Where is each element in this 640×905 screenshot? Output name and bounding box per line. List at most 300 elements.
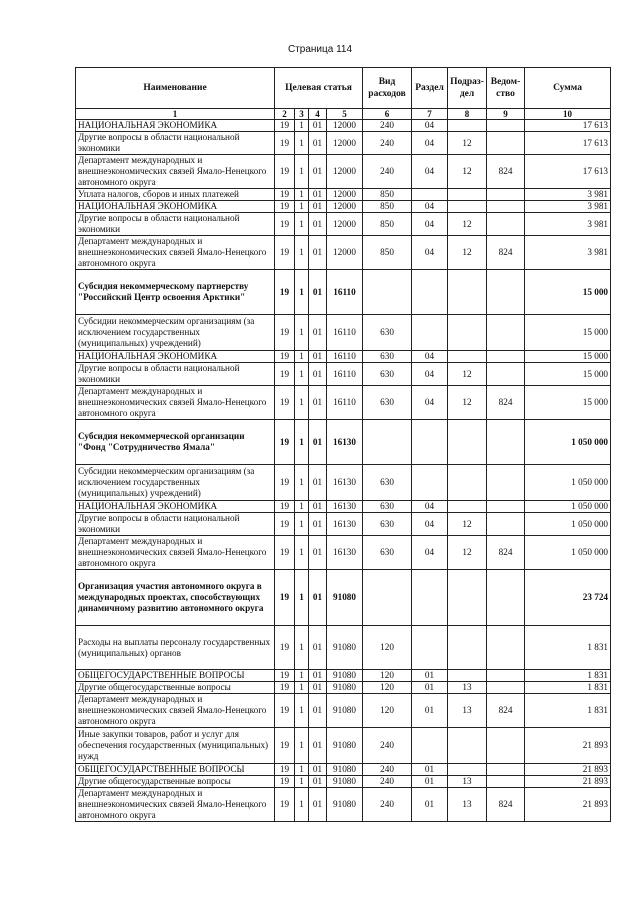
subsection-cell: 12 xyxy=(448,363,487,386)
table-row xyxy=(76,420,611,465)
section-cell xyxy=(412,626,448,670)
sum-cell: 15 000 xyxy=(525,351,611,363)
target-code-3: 01 xyxy=(309,513,327,536)
target-code-2: 1 xyxy=(295,120,309,132)
target-code-1: 19 xyxy=(275,776,295,788)
target-code-4: 12000 xyxy=(327,213,363,236)
target-code-2: 1 xyxy=(295,386,309,420)
expense-type-cell: 120 xyxy=(363,694,412,728)
expense-type-cell xyxy=(363,420,412,465)
table-row xyxy=(76,788,611,822)
target-code-1: 19 xyxy=(275,570,295,626)
row-name: Субсидии некоммерческим организациям (за исключением государственных (муниципальных) учреждений) xyxy=(76,465,275,501)
section-cell: 04 xyxy=(412,386,448,420)
target-code-3: 01 xyxy=(309,788,327,822)
expense-type-cell: 630 xyxy=(363,363,412,386)
department-cell xyxy=(487,132,525,155)
table-row xyxy=(76,201,611,213)
target-code-1: 19 xyxy=(275,363,295,386)
sum-cell: 21 893 xyxy=(525,776,611,788)
column-number: 9 xyxy=(487,109,525,120)
sum-cell: 1 050 000 xyxy=(525,465,611,501)
subsection-cell: 13 xyxy=(448,682,487,694)
page-number-label: Страница 114 xyxy=(287,44,353,55)
expense-type-cell: 120 xyxy=(363,670,412,682)
sum-cell: 17 613 xyxy=(525,155,611,189)
target-code-3: 01 xyxy=(309,363,327,386)
target-code-2: 1 xyxy=(295,189,309,201)
target-code-1: 19 xyxy=(275,236,295,270)
target-code-4: 12000 xyxy=(327,132,363,155)
department-cell: 824 xyxy=(487,155,525,189)
row-name: Другие вопросы в области национальной экономики xyxy=(76,513,275,536)
row-name: Департамент международных и внешнеэкономических связей Ямало-Ненецкого автономного округа xyxy=(76,536,275,570)
column-number: 10 xyxy=(525,109,611,120)
expense-type-cell: 120 xyxy=(363,626,412,670)
department-cell xyxy=(487,465,525,501)
row-name: Другие вопросы в области национальной экономики xyxy=(76,213,275,236)
target-code-1: 19 xyxy=(275,120,295,132)
target-code-2: 1 xyxy=(295,315,309,351)
target-code-4: 91080 xyxy=(327,570,363,626)
sum-cell: 15 000 xyxy=(525,363,611,386)
column-number-row xyxy=(76,109,611,120)
subsection-cell xyxy=(448,670,487,682)
department-cell xyxy=(487,363,525,386)
row-name: НАЦИОНАЛЬНАЯ ЭКОНОМИКА xyxy=(76,351,275,363)
column-number: 1 xyxy=(76,109,275,120)
sum-cell: 1 050 000 xyxy=(525,536,611,570)
table-row xyxy=(76,363,611,386)
sum-cell: 1 050 000 xyxy=(525,513,611,536)
target-code-1: 19 xyxy=(275,189,295,201)
table-row xyxy=(76,670,611,682)
target-code-3: 01 xyxy=(309,189,327,201)
header-sum: Сумма xyxy=(525,68,611,109)
section-cell xyxy=(412,465,448,501)
target-code-4: 16130 xyxy=(327,501,363,513)
section-cell: 04 xyxy=(412,132,448,155)
target-code-3: 01 xyxy=(309,420,327,465)
table-row xyxy=(76,189,611,201)
target-code-3: 01 xyxy=(309,570,327,626)
target-code-1: 19 xyxy=(275,351,295,363)
section-cell: 01 xyxy=(412,694,448,728)
header-row xyxy=(76,68,611,109)
subsection-cell: 12 xyxy=(448,536,487,570)
department-cell xyxy=(487,728,525,764)
table-row xyxy=(76,501,611,513)
target-code-3: 01 xyxy=(309,315,327,351)
target-code-1: 19 xyxy=(275,201,295,213)
row-name: ОБЩЕГОСУДАРСТВЕННЫЕ ВОПРОСЫ xyxy=(76,670,275,682)
target-code-2: 1 xyxy=(295,201,309,213)
target-code-1: 19 xyxy=(275,694,295,728)
sum-cell: 3 981 xyxy=(525,236,611,270)
target-code-2: 1 xyxy=(295,788,309,822)
sum-cell: 1 831 xyxy=(525,694,611,728)
target-code-2: 1 xyxy=(295,351,309,363)
table-row xyxy=(76,536,611,570)
department-cell xyxy=(487,501,525,513)
target-code-4: 16110 xyxy=(327,351,363,363)
target-code-1: 19 xyxy=(275,213,295,236)
subsection-cell xyxy=(448,728,487,764)
department-cell xyxy=(487,682,525,694)
section-cell: 04 xyxy=(412,213,448,236)
row-name: Департамент международных и внешнеэкономических связей Ямало-Ненецкого автономного округа xyxy=(76,386,275,420)
subsection-cell: 12 xyxy=(448,386,487,420)
row-name: НАЦИОНАЛЬНАЯ ЭКОНОМИКА xyxy=(76,501,275,513)
table-row xyxy=(76,270,611,315)
target-code-2: 1 xyxy=(295,776,309,788)
header-subsection: Подраз-дел xyxy=(448,68,487,109)
column-number: 4 xyxy=(309,109,327,120)
expense-type-cell: 850 xyxy=(363,236,412,270)
row-name: НАЦИОНАЛЬНАЯ ЭКОНОМИКА xyxy=(76,120,275,132)
target-code-4: 16130 xyxy=(327,420,363,465)
sum-cell: 15 000 xyxy=(525,386,611,420)
target-code-2: 1 xyxy=(295,536,309,570)
target-code-4: 91080 xyxy=(327,682,363,694)
header-department: Ведом-ство xyxy=(487,68,525,109)
header-section: Раздел xyxy=(412,68,448,109)
row-name: Субсидии некоммерческим организациям (за исключением государственных (муниципальных) учреждений) xyxy=(76,315,275,351)
table-row xyxy=(76,236,611,270)
expense-type-cell: 240 xyxy=(363,764,412,776)
section-cell: 01 xyxy=(412,788,448,822)
sum-cell: 21 893 xyxy=(525,728,611,764)
expense-type-cell xyxy=(363,270,412,315)
target-code-1: 19 xyxy=(275,132,295,155)
target-code-2: 1 xyxy=(295,670,309,682)
row-name: Другие общегосударственные вопросы xyxy=(76,682,275,694)
subsection-cell xyxy=(448,270,487,315)
target-code-3: 01 xyxy=(309,155,327,189)
target-code-2: 1 xyxy=(295,236,309,270)
department-cell: 824 xyxy=(487,536,525,570)
table-row xyxy=(76,213,611,236)
expense-type-cell: 240 xyxy=(363,120,412,132)
department-cell: 824 xyxy=(487,236,525,270)
subsection-cell: 12 xyxy=(448,132,487,155)
section-cell: 01 xyxy=(412,682,448,694)
table-body xyxy=(76,120,611,822)
sum-cell: 21 893 xyxy=(525,788,611,822)
target-code-4: 12000 xyxy=(327,189,363,201)
subsection-cell xyxy=(448,315,487,351)
sum-cell: 3 981 xyxy=(525,201,611,213)
target-code-3: 01 xyxy=(309,764,327,776)
sum-cell: 23 724 xyxy=(525,570,611,626)
row-name: Субсидия некоммерческой организации "Фонд "Сотрудничество Ямала" xyxy=(76,420,275,465)
row-name: Организация участия автономного округа в международных проектах, способствующих динамичному развитию автономного округа xyxy=(76,570,275,626)
row-name: Другие вопросы в области национальной экономики xyxy=(76,132,275,155)
target-code-2: 1 xyxy=(295,420,309,465)
row-name: Расходы на выплаты персоналу государственных (муниципальных) органов xyxy=(76,626,275,670)
target-code-2: 1 xyxy=(295,764,309,776)
target-code-2: 1 xyxy=(295,728,309,764)
target-code-2: 1 xyxy=(295,501,309,513)
table-row xyxy=(76,728,611,764)
target-code-3: 01 xyxy=(309,236,327,270)
department-cell xyxy=(487,189,525,201)
target-code-4: 91080 xyxy=(327,764,363,776)
target-code-3: 01 xyxy=(309,670,327,682)
target-code-2: 1 xyxy=(295,270,309,315)
department-cell xyxy=(487,351,525,363)
table-row xyxy=(76,513,611,536)
target-code-3: 01 xyxy=(309,351,327,363)
department-cell: 824 xyxy=(487,788,525,822)
row-name: Иные закупки товаров, работ и услуг для обеспечения государственных (муниципальных) нужд xyxy=(76,728,275,764)
row-name: Департамент международных и внешнеэкономических связей Ямало-Ненецкого автономного округа xyxy=(76,155,275,189)
section-cell: 01 xyxy=(412,764,448,776)
target-code-2: 1 xyxy=(295,465,309,501)
expense-type-cell: 630 xyxy=(363,513,412,536)
sum-cell: 3 981 xyxy=(525,213,611,236)
target-code-1: 19 xyxy=(275,420,295,465)
section-cell: 04 xyxy=(412,201,448,213)
subsection-cell: 12 xyxy=(448,236,487,270)
target-code-1: 19 xyxy=(275,155,295,189)
target-code-3: 01 xyxy=(309,465,327,501)
expense-type-cell: 850 xyxy=(363,189,412,201)
table-row xyxy=(76,155,611,189)
target-code-4: 91080 xyxy=(327,694,363,728)
expense-type-cell: 240 xyxy=(363,788,412,822)
target-code-3: 01 xyxy=(309,728,327,764)
table-row xyxy=(76,132,611,155)
subsection-cell xyxy=(448,570,487,626)
department-cell xyxy=(487,201,525,213)
sum-cell: 17 613 xyxy=(525,132,611,155)
subsection-cell: 12 xyxy=(448,213,487,236)
subsection-cell xyxy=(448,465,487,501)
column-number: 6 xyxy=(363,109,412,120)
sum-cell: 3 981 xyxy=(525,189,611,201)
expense-type-cell: 630 xyxy=(363,351,412,363)
target-code-1: 19 xyxy=(275,682,295,694)
target-code-4: 91080 xyxy=(327,728,363,764)
department-cell xyxy=(487,420,525,465)
target-code-4: 91080 xyxy=(327,670,363,682)
expense-type-cell: 850 xyxy=(363,213,412,236)
expense-type-cell: 240 xyxy=(363,776,412,788)
target-code-4: 12000 xyxy=(327,155,363,189)
sum-cell: 15 000 xyxy=(525,270,611,315)
table-row xyxy=(76,570,611,626)
target-code-1: 19 xyxy=(275,270,295,315)
subsection-cell: 12 xyxy=(448,513,487,536)
subsection-cell xyxy=(448,626,487,670)
target-code-1: 19 xyxy=(275,670,295,682)
target-code-2: 1 xyxy=(295,682,309,694)
expense-type-cell: 630 xyxy=(363,386,412,420)
expense-type-cell: 630 xyxy=(363,536,412,570)
section-cell: 04 xyxy=(412,155,448,189)
target-code-4: 12000 xyxy=(327,120,363,132)
department-cell xyxy=(487,764,525,776)
table-row xyxy=(76,764,611,776)
target-code-2: 1 xyxy=(295,694,309,728)
target-code-2: 1 xyxy=(295,363,309,386)
sum-cell: 17 613 xyxy=(525,120,611,132)
target-code-4: 16130 xyxy=(327,465,363,501)
subsection-cell: 13 xyxy=(448,776,487,788)
subsection-cell xyxy=(448,189,487,201)
subsection-cell: 13 xyxy=(448,788,487,822)
target-code-4: 16130 xyxy=(327,513,363,536)
target-code-2: 1 xyxy=(295,570,309,626)
row-name: ОБЩЕГОСУДАРСТВЕННЫЕ ВОПРОСЫ xyxy=(76,764,275,776)
target-code-1: 19 xyxy=(275,315,295,351)
section-cell xyxy=(412,189,448,201)
sum-cell: 15 000 xyxy=(525,315,611,351)
department-cell xyxy=(487,513,525,536)
subsection-cell: 13 xyxy=(448,694,487,728)
expense-type-cell: 240 xyxy=(363,728,412,764)
sum-cell: 1 831 xyxy=(525,682,611,694)
section-cell: 01 xyxy=(412,670,448,682)
section-cell: 04 xyxy=(412,363,448,386)
row-name: Департамент международных и внешнеэкономических связей Ямало-Ненецкого автономного округа xyxy=(76,788,275,822)
section-cell: 04 xyxy=(412,351,448,363)
expense-type-cell: 850 xyxy=(363,201,412,213)
table-row xyxy=(76,351,611,363)
target-code-4: 91080 xyxy=(327,788,363,822)
row-name: Уплата налогов, сборов и иных платежей xyxy=(76,189,275,201)
table-row xyxy=(76,776,611,788)
target-code-1: 19 xyxy=(275,728,295,764)
target-code-1: 19 xyxy=(275,626,295,670)
department-cell xyxy=(487,570,525,626)
sum-cell: 1 831 xyxy=(525,670,611,682)
department-cell xyxy=(487,270,525,315)
target-code-3: 01 xyxy=(309,120,327,132)
expense-type-cell: 240 xyxy=(363,155,412,189)
target-code-3: 01 xyxy=(309,386,327,420)
target-code-3: 01 xyxy=(309,501,327,513)
department-cell xyxy=(487,213,525,236)
target-code-1: 19 xyxy=(275,465,295,501)
target-code-2: 1 xyxy=(295,155,309,189)
target-code-4: 16110 xyxy=(327,270,363,315)
expense-type-cell: 630 xyxy=(363,315,412,351)
target-code-4: 91080 xyxy=(327,626,363,670)
row-name: Департамент международных и внешнеэкономических связей Ямало-Ненецкого автономного округа xyxy=(76,236,275,270)
target-code-3: 01 xyxy=(309,270,327,315)
subsection-cell xyxy=(448,420,487,465)
section-cell: 04 xyxy=(412,236,448,270)
subsection-cell xyxy=(448,201,487,213)
department-cell xyxy=(487,776,525,788)
row-name: Другие общегосударственные вопросы xyxy=(76,776,275,788)
table-row xyxy=(76,120,611,132)
table-row xyxy=(76,465,611,501)
target-code-1: 19 xyxy=(275,501,295,513)
header-expense-type: Вид расходов xyxy=(363,68,412,109)
target-code-4: 12000 xyxy=(327,236,363,270)
budget-table xyxy=(75,67,611,822)
section-cell: 04 xyxy=(412,513,448,536)
target-code-3: 01 xyxy=(309,201,327,213)
department-cell: 824 xyxy=(487,694,525,728)
department-cell: 824 xyxy=(487,386,525,420)
section-cell xyxy=(412,728,448,764)
target-code-2: 1 xyxy=(295,626,309,670)
section-cell xyxy=(412,570,448,626)
section-cell xyxy=(412,270,448,315)
subsection-cell xyxy=(448,764,487,776)
subsection-cell xyxy=(448,120,487,132)
target-code-4: 12000 xyxy=(327,201,363,213)
target-code-1: 19 xyxy=(275,788,295,822)
target-code-1: 19 xyxy=(275,513,295,536)
column-number: 2 xyxy=(275,109,295,120)
table-row xyxy=(76,626,611,670)
expense-type-cell: 240 xyxy=(363,132,412,155)
table-row xyxy=(76,386,611,420)
target-code-3: 01 xyxy=(309,536,327,570)
department-cell xyxy=(487,626,525,670)
column-number: 3 xyxy=(295,109,309,120)
target-code-3: 01 xyxy=(309,776,327,788)
section-cell xyxy=(412,420,448,465)
table-row xyxy=(76,315,611,351)
target-code-4: 16130 xyxy=(327,536,363,570)
section-cell xyxy=(412,315,448,351)
header-target-article: Целевая статья xyxy=(275,68,363,109)
subsection-cell: 12 xyxy=(448,155,487,189)
expense-type-cell: 630 xyxy=(363,501,412,513)
subsection-cell xyxy=(448,501,487,513)
section-cell: 04 xyxy=(412,120,448,132)
target-code-3: 01 xyxy=(309,132,327,155)
target-code-3: 01 xyxy=(309,694,327,728)
row-name: Другие вопросы в области национальной экономики xyxy=(76,363,275,386)
section-cell: 04 xyxy=(412,536,448,570)
target-code-1: 19 xyxy=(275,764,295,776)
row-name: Субсидия некоммерческому партнерству "Российский Центр освоения Арктики" xyxy=(76,270,275,315)
table-row xyxy=(76,694,611,728)
department-cell xyxy=(487,670,525,682)
target-code-4: 16110 xyxy=(327,363,363,386)
column-number: 7 xyxy=(412,109,448,120)
column-number: 8 xyxy=(448,109,487,120)
sum-cell: 21 893 xyxy=(525,764,611,776)
target-code-4: 16110 xyxy=(327,386,363,420)
sum-cell: 1 831 xyxy=(525,626,611,670)
target-code-2: 1 xyxy=(295,513,309,536)
header-name: Наименование xyxy=(76,68,275,109)
target-code-2: 1 xyxy=(295,132,309,155)
sum-cell: 1 050 000 xyxy=(525,501,611,513)
target-code-4: 16110 xyxy=(327,315,363,351)
row-name: НАЦИОНАЛЬНАЯ ЭКОНОМИКА xyxy=(76,201,275,213)
row-name: Департамент международных и внешнеэкономических связей Ямало-Ненецкого автономного округа xyxy=(76,694,275,728)
expense-type-cell: 630 xyxy=(363,465,412,501)
target-code-3: 01 xyxy=(309,682,327,694)
subsection-cell xyxy=(448,351,487,363)
section-cell: 01 xyxy=(412,776,448,788)
department-cell xyxy=(487,120,525,132)
target-code-1: 19 xyxy=(275,386,295,420)
sum-cell: 1 050 000 xyxy=(525,420,611,465)
target-code-1: 19 xyxy=(275,536,295,570)
section-cell: 04 xyxy=(412,501,448,513)
column-number: 5 xyxy=(327,109,363,120)
